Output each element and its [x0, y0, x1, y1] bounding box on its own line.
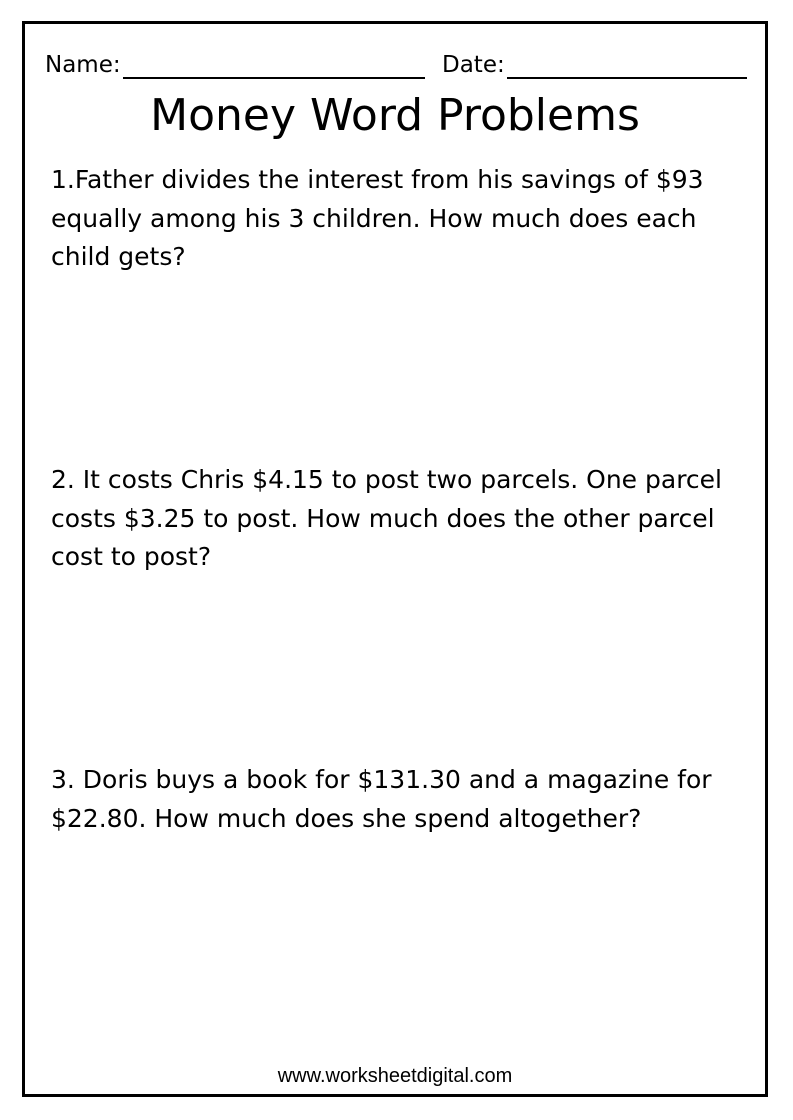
problem-3: 3. Doris buys a book for $131.30 and a magazine for $22.80. How much does she spend altogether? — [51, 765, 712, 833]
date-label: Date: — [442, 52, 505, 78]
date-blank-line[interactable] — [507, 55, 747, 79]
worksheet-page — [22, 21, 768, 1097]
website-footer: www.worksheetdigital.com — [277, 1065, 513, 1087]
name-field — [45, 47, 425, 79]
problem-1: 1.Father divides the interest from his savings of $93 equally among his 3 children. How much does each child gets? — [51, 165, 704, 271]
name-label: Name: — [45, 52, 121, 78]
answer-space-1[interactable] — [51, 279, 751, 449]
date-field — [442, 47, 747, 79]
name-blank-line[interactable] — [123, 55, 425, 79]
problem-2: 2. It costs Chris $4.15 to post two parcels. One parcel costs $3.25 to post. How much does the other parcel cost to post? — [51, 465, 722, 571]
student-info-row — [45, 47, 751, 81]
answer-space-3[interactable] — [51, 839, 751, 1049]
page-title: Money Word Problems — [150, 90, 640, 141]
answer-space-2[interactable] — [51, 579, 751, 749]
